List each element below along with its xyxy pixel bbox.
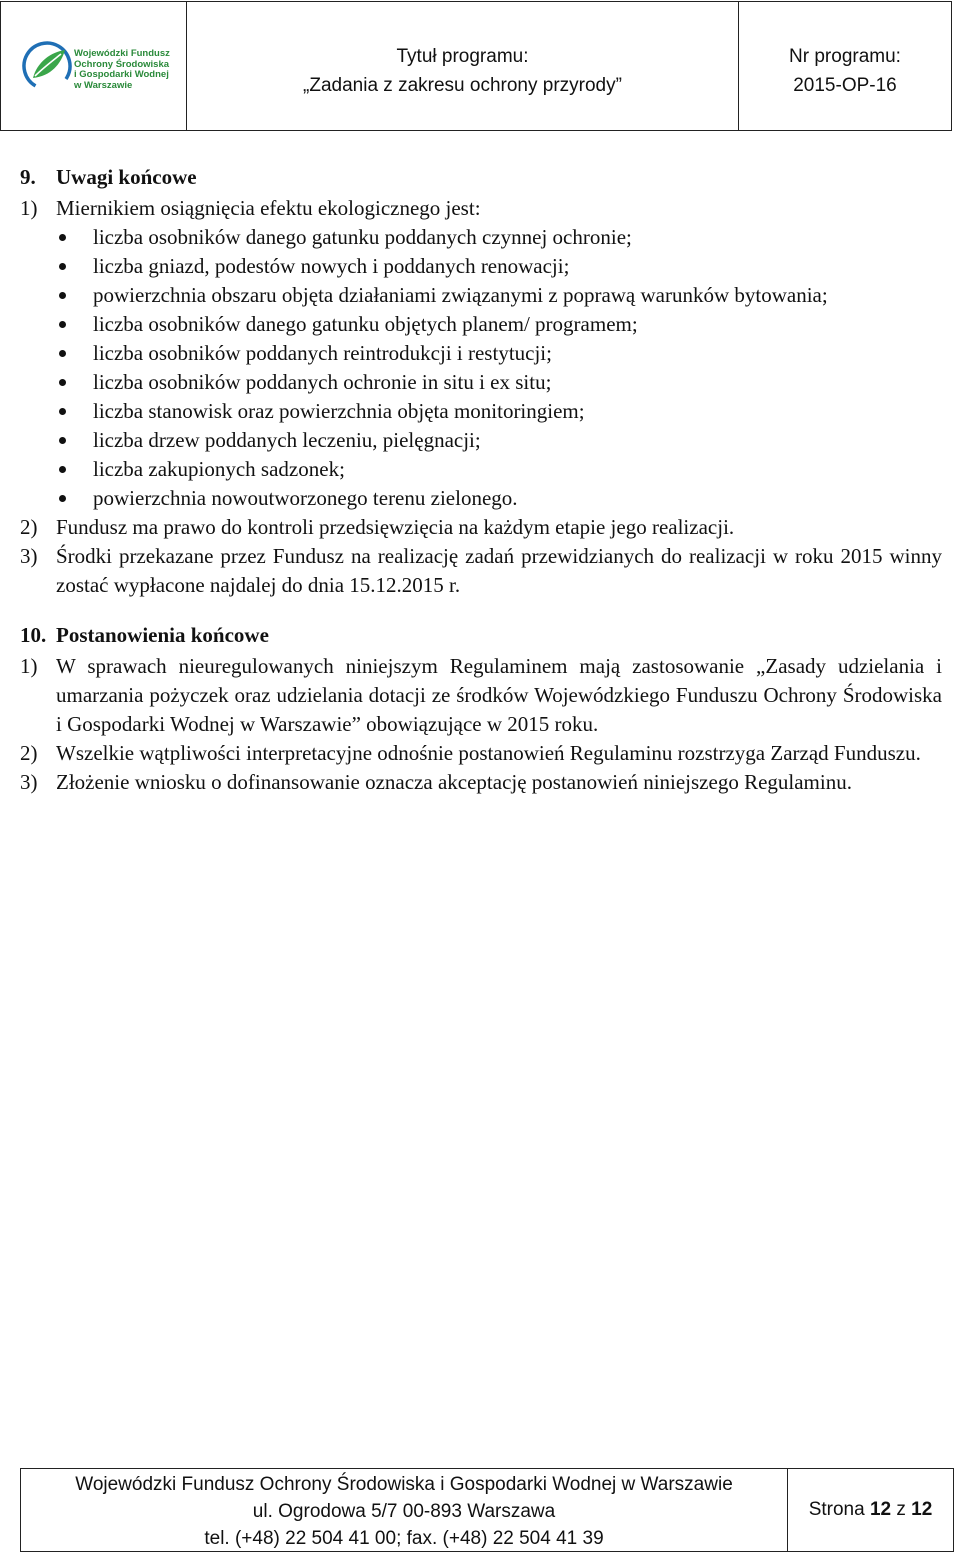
list-item: liczba osobników poddanych ochronie in situ i ex situ; [56, 368, 942, 397]
bullet-icon [56, 310, 93, 339]
bullet-icon [56, 223, 93, 252]
item-number: 1) [20, 196, 38, 220]
section-10-item-2 [20, 739, 942, 768]
bullet-icon [56, 252, 93, 281]
section-9-heading: Uwagi końcowe [56, 165, 197, 189]
item-text: Środki przekazane przez Fundusz na realizację zadań przewidzianych do realizacji w roku 2015 winny zostać wypłacone najdalej do dnia 15.12.2015 r. [56, 544, 942, 597]
item-text: Złożenie wniosku o dofinansowanie oznacza akceptację postanowień niniejszego Regulaminu. [56, 770, 852, 794]
item-number: 3) [20, 770, 38, 794]
item-number: 1) [20, 654, 38, 678]
document-body [20, 160, 942, 797]
section-10-item-1 [20, 652, 942, 739]
program-title-cell [187, 2, 739, 130]
bullet-icon [56, 281, 93, 310]
logo-text: Wojewódzki Fundusz Ochrony Środowiska i Gospodarki Wodnej w Warszawie [74, 48, 170, 91]
item-text: W sprawach nieuregulowanych niniejszym Regulaminem mają zastosowanie „Zasady udzielania i umarzania pożyczek oraz udzielania dotacji ze środków Wojewódzkiego Funduszu Ochrony Środowiska i Gospodarki Wodnej w Warszawie” obowiązujące w 2015 roku. [56, 654, 942, 736]
list-item: liczba gniazd, podestów nowych i poddanych renowacji; [56, 252, 942, 281]
section-10-number: 10. [20, 623, 47, 647]
wfosigw-logo-icon [21, 40, 73, 92]
page-footer [20, 1468, 954, 1552]
list-item: liczba osobników danego gatunku objętych planem/ programem; [56, 310, 942, 339]
page-number: Strona 12 z 12 [808, 1499, 933, 1520]
section-9-title [20, 160, 942, 194]
section-9-item-2 [20, 513, 942, 542]
item-text: Fundusz ma prawo do kontroli przedsięwzięcia na każdym etapie jego realizacji. [56, 515, 735, 539]
bullet-icon [56, 397, 93, 426]
section-10-title [20, 618, 942, 652]
list-item: liczba osobników danego gatunku poddanych czynnej ochronie; [56, 223, 942, 252]
bullet-icon [56, 368, 93, 397]
footer-address [21, 1469, 788, 1551]
item-text: Wszelkie wątpliwości interpretacyjne odnośnie postanowień Regulaminu rozstrzyga Zarząd Funduszu. [56, 741, 921, 765]
bullet-icon [56, 455, 93, 484]
section-9-item-3 [20, 542, 942, 600]
item-number: 3) [20, 544, 38, 568]
list-item: liczba osobników poddanych reintrodukcji i restytucji; [56, 339, 942, 368]
bullet-icon [56, 484, 93, 513]
bullet-icon [56, 426, 93, 455]
bullet-icon [56, 339, 93, 368]
item-text: Miernikiem osiągnięcia efektu ekologicznego jest: [56, 196, 481, 220]
section-9-item-1 [20, 194, 942, 223]
total-pages: 12 [911, 1499, 933, 1520]
program-number-value: 2015-OP-16 [793, 75, 897, 96]
list-item: powierzchnia obszaru objęta działaniami związanymi z poprawą warunków bytowania; [56, 281, 942, 310]
item-number: 2) [20, 515, 38, 539]
list-item: liczba drzew poddanych leczeniu, pielęgnacji; [56, 426, 942, 455]
logo-cell [1, 2, 187, 130]
footer-street: ul. Ogrodowa 5/7 00-893 Warszawa [252, 1501, 556, 1522]
program-number-label: Nr programu: [789, 46, 901, 67]
current-page: 12 [869, 1499, 892, 1520]
footer-phone: tel. (+48) 22 504 41 00; fax. (+48) 22 504 41 39 [204, 1528, 604, 1549]
section-10-item-3 [20, 768, 942, 797]
item-number: 2) [20, 741, 38, 765]
page-header [0, 1, 952, 131]
section-9-number: 9. [20, 165, 36, 189]
program-number-cell [739, 2, 951, 130]
ecological-effect-measures-list [20, 223, 942, 513]
section-10-heading: Postanowienia końcowe [56, 623, 269, 647]
list-item: liczba stanowisk oraz powierzchnia objęta monitoringiem; [56, 397, 942, 426]
list-item: powierzchnia nowoutworzonego terenu zielonego. [56, 484, 942, 513]
program-title-value: „Zadania z zakresu ochrony przyrody” [303, 75, 622, 96]
footer-org-name: Wojewódzki Fundusz Ochrony Środowiska i Gospodarki Wodnej w Warszawie [75, 1474, 733, 1495]
list-item: liczba zakupionych sadzonek; [56, 455, 942, 484]
program-title-label: Tytuł programu: [396, 46, 529, 67]
